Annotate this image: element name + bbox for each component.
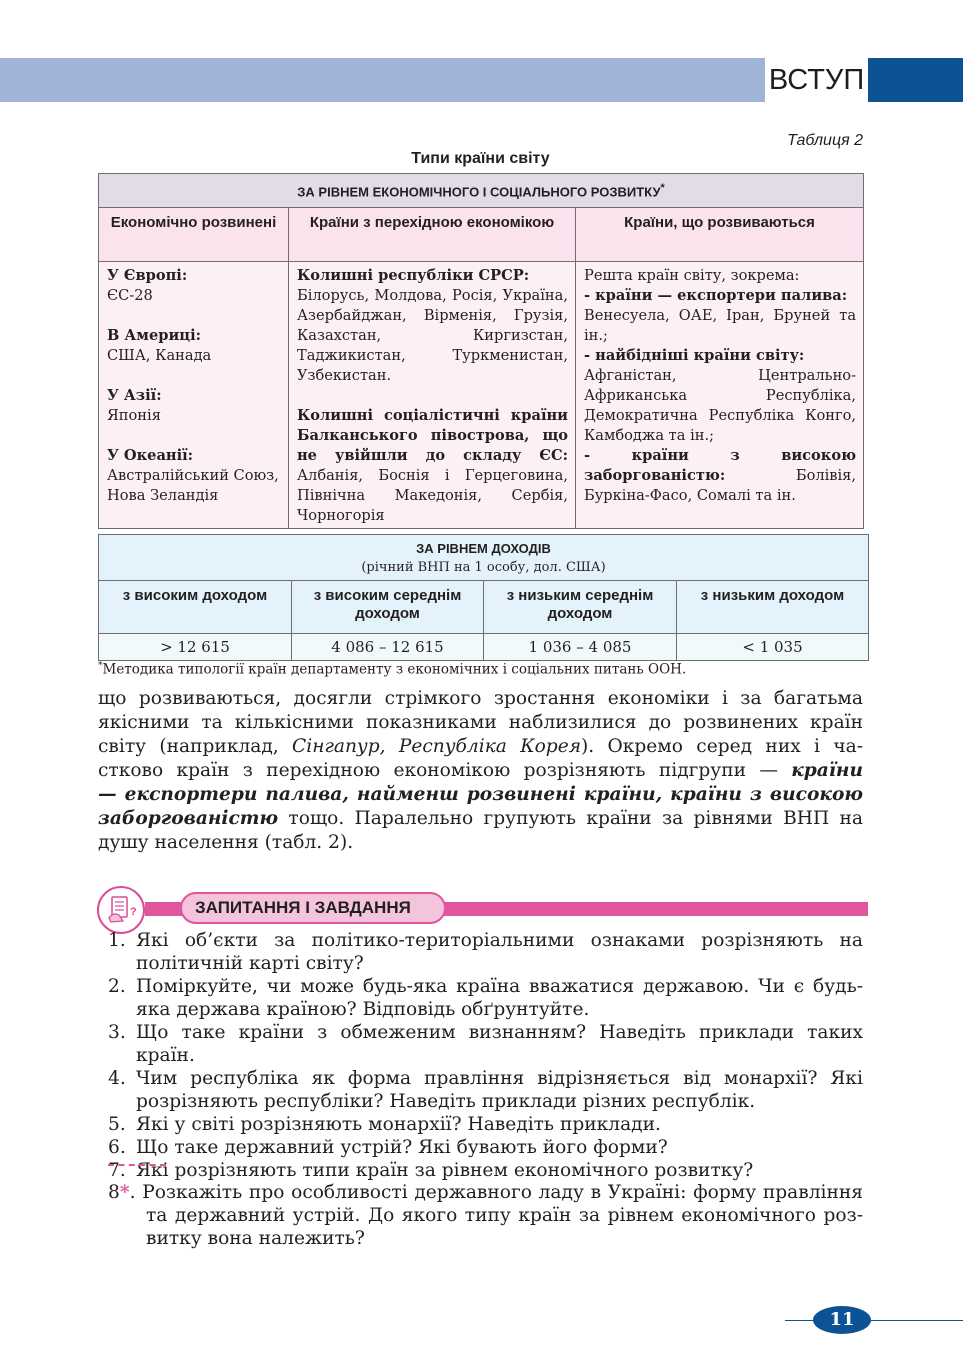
income-column-lower-middle: з низьким середнім доходом [484, 581, 677, 634]
developed-cell: У Європі: ЄС-28 В Америці: США, Канада У Азії: Японія У Океанії: Австралійський Союз, Нова Зеландія [99, 262, 289, 529]
header-band [0, 58, 765, 102]
income-heading: ЗА РІВНЕМ ДОХОДІВ (річний ВНП на 1 особу, дол. США) [99, 535, 869, 581]
income-value-lower-middle: 1 036 – 4 085 [484, 634, 677, 661]
header-accent [868, 58, 963, 102]
economic-heading: ЗА РІВНЕМ ЕКОНОМІЧНОГО І СОЦІАЛЬНОГО РОЗВИТКУ* [99, 174, 864, 208]
question-item: 6. Що таке державний устрій? Які бувають його форми? [108, 1137, 668, 1158]
table-footnote: *Методика типології країн департаменту з економічних і соціальних питань ООН. [98, 661, 687, 678]
question-item: 3. Що таке країни з обмеженим визнанням? Наведіть приклади таких країн. [108, 1022, 863, 1066]
body-paragraph: що розвиваються, досягли стрімкого зростання економіки і за багатьма якісними та кількісними показниками наблизилися до розвинених країн світу (наприклад, Сінгапур, Республіка Корея). Окремо серед них і ча- стково країн з перехідною економікою розрізняють підгрупи — країни — експортери палива, найменш розвинені країни, країни з високою заборгованістю тощо. Паралельно групують країни за рівнями ВНП на душу населення (табл. 2). [98, 688, 863, 853]
questions-title: ЗАПИТАННЯ І ЗАВДАННЯ [180, 892, 446, 924]
income-value-upper-middle: 4 086 – 12 615 [292, 634, 484, 661]
question-item: 5. Які у світі розрізняють монархії? Наведіть приклади. [108, 1114, 661, 1135]
question-item-8: 8*. Розкажіть про особливості державного ладу в Україні: форму правління та державний устрій. До якого типу країн за рівнем економічного роз- витку вона належить? [108, 1182, 863, 1249]
transition-cell: Колишні республіки СРСР: Білорусь, Молдова, Росія, Україна, Азербайджан, Вірменія, Грузія, Казахстан, Киргизстан, Таджикистан, Туркменистан, Узбекистан. Колишні соціалістичні країни Балканського півострова, що не увійшли до складу ЄС: Албанія, Боснія і Герцеговина, Північна Македонія, Сербія, Чорногорія [289, 262, 576, 529]
question-item: 1. Які об’єкти за політико-територіальними ознаками розрізняють на політичній карті світу? [108, 930, 863, 974]
questions-icon [97, 886, 145, 934]
page-number-rule [785, 1320, 963, 1321]
column-developing: Країни, що розвиваються [576, 208, 864, 262]
income-column-low: з низьким доходом [677, 581, 869, 634]
table-caption: Таблиця 2 [787, 132, 863, 149]
table-title: Типи країни світу [411, 150, 550, 167]
income-column-upper-middle: з високим середнім доходом [292, 581, 484, 634]
economic-types-table [98, 173, 864, 529]
section-title: ВСТУП [765, 58, 868, 102]
income-types-table [98, 534, 869, 661]
income-value-low: < 1 035 [677, 634, 869, 661]
developing-cell: Решта країн світу, зокрема: - країни — експортери палива: Венесуела, ОАЕ, Іран, Бруней та ін.; - найбідніші країни світу: Афганістан, Центрально-Африканська Республіка, Демократична Республіка Конго, Камбоджа та ін.; - країни з високою заборгованістю: Болівія, Буркіна-Фасо, Сомалі та ін. [576, 262, 864, 529]
questions-list [98, 929, 863, 1182]
question-item: 4. Чим республіка як форма правління відрізняється від монархії? Які розрізняють республіки? Наведіть приклади різних республік. [108, 1068, 863, 1112]
income-value-high: > 12 615 [99, 634, 292, 661]
column-developed: Економічно розвинені [99, 208, 289, 262]
page-number: 11 [813, 1306, 871, 1334]
question-item: 7. Які розрізняють типи країн за рівнем економічного розвитку? [108, 1160, 754, 1181]
question-item: 2. Поміркуйте, чи може будь-яка країна вважатися державою. Чи є будь-яка держава країною? Відповідь обґрунтуйте. [108, 976, 863, 1020]
column-transition: Країни з перехідною економікою [289, 208, 576, 262]
optional-task-divider [108, 1164, 166, 1166]
income-column-high: з високим доходом [99, 581, 292, 634]
svg-text:?: ? [130, 906, 137, 918]
